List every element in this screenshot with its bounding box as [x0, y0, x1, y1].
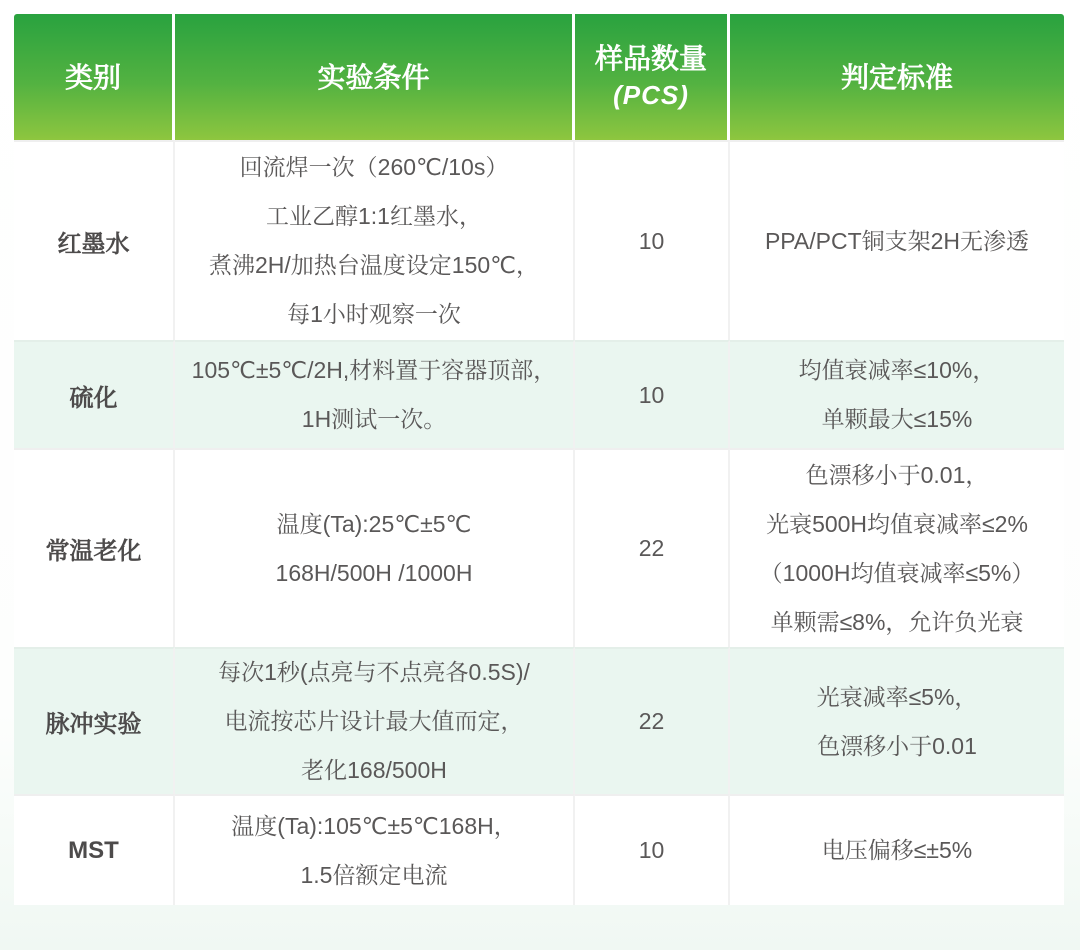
row-mst-criteria: [730, 794, 1064, 905]
criteria-line: 色漂移小于0.01: [817, 732, 977, 759]
header-category: [14, 14, 175, 140]
condition-line: 1H测试一次。: [301, 406, 447, 432]
condition-line: 105℃±5℃/2H,材料置于容器顶部，: [191, 357, 557, 383]
header-category-label: 类别: [64, 61, 121, 93]
header-criteria: [730, 14, 1064, 140]
condition-line: 温度(Ta):25℃±5℃: [276, 510, 472, 537]
row-sulfuration-category: 硫化: [14, 340, 175, 448]
row-red-ink-criteria: [730, 140, 1064, 340]
row-pulse-criteria: [730, 647, 1064, 794]
criteria-line: 光衰减率≤5%，: [816, 683, 978, 710]
condition-line: 每1小时观察一次: [287, 301, 461, 327]
row-mst-category: MST: [14, 794, 175, 905]
row-pulse-quantity: 22: [575, 647, 730, 794]
row-mst-conditions: [175, 794, 575, 905]
criteria-line: 色漂移小于0.01，: [805, 461, 989, 488]
criteria-line: 单颗最大≤15%: [821, 406, 973, 432]
criteria-line: 均值衰减率≤10%，: [798, 357, 996, 383]
condition-line: 工业乙醇1:1红墨水，: [266, 203, 482, 229]
header-quantity: [575, 14, 730, 140]
header-quantity-unit: (PCS): [613, 80, 689, 110]
criteria-line: 光衰500H均值衰减率≤2%: [766, 510, 1028, 537]
header-conditions: [175, 14, 575, 140]
row-pulse-conditions: [175, 647, 575, 794]
row-aging-criteria: [730, 448, 1064, 647]
criteria-line: 单颗需≤8%，允许负光衰: [770, 608, 1024, 635]
row-aging-category: 常温老化: [14, 448, 175, 647]
criteria-line: 电压偏移≤±5%: [821, 837, 973, 863]
header-conditions-label: 实验条件: [317, 61, 430, 93]
row-aging-conditions: [175, 448, 575, 647]
row-sulfuration-conditions: [175, 340, 575, 448]
row-red-ink-quantity: 10: [575, 140, 730, 340]
row-pulse-category: 脉冲实验: [14, 647, 175, 794]
row-mst-quantity: 10: [575, 794, 730, 905]
condition-line: 1.5倍额定电流: [300, 861, 448, 888]
header-criteria-label: 判定标准: [840, 61, 953, 93]
condition-line: 煮沸2H/加热台温度设定150℃，: [209, 252, 539, 278]
criteria-line: （1000H均值衰减率≤5%）: [759, 559, 1035, 586]
row-red-ink-category: 红墨水: [14, 140, 175, 340]
header-quantity-label: 样品数量: [594, 43, 707, 74]
condition-line: 老化168/500H: [301, 757, 447, 783]
criteria-line: PPA/PCT铜支架2H无渗透: [764, 227, 1030, 254]
row-aging-quantity: 22: [575, 448, 730, 647]
row-sulfuration-quantity: 10: [575, 340, 730, 448]
condition-line: 温度(Ta):105℃±5℃168H，: [231, 812, 517, 839]
experiment-spec-table: [14, 14, 1064, 905]
condition-line: 电流按芯片设计最大值而定，: [224, 708, 524, 734]
row-red-ink-conditions: [175, 140, 575, 340]
condition-line: 每次1秒(点亮与不点亮各0.5S)/: [218, 659, 530, 685]
condition-line: 168H/500H /1000H: [275, 559, 473, 586]
row-sulfuration-criteria: [730, 340, 1064, 448]
condition-line: 回流焊一次（260℃/10s）: [239, 154, 509, 180]
